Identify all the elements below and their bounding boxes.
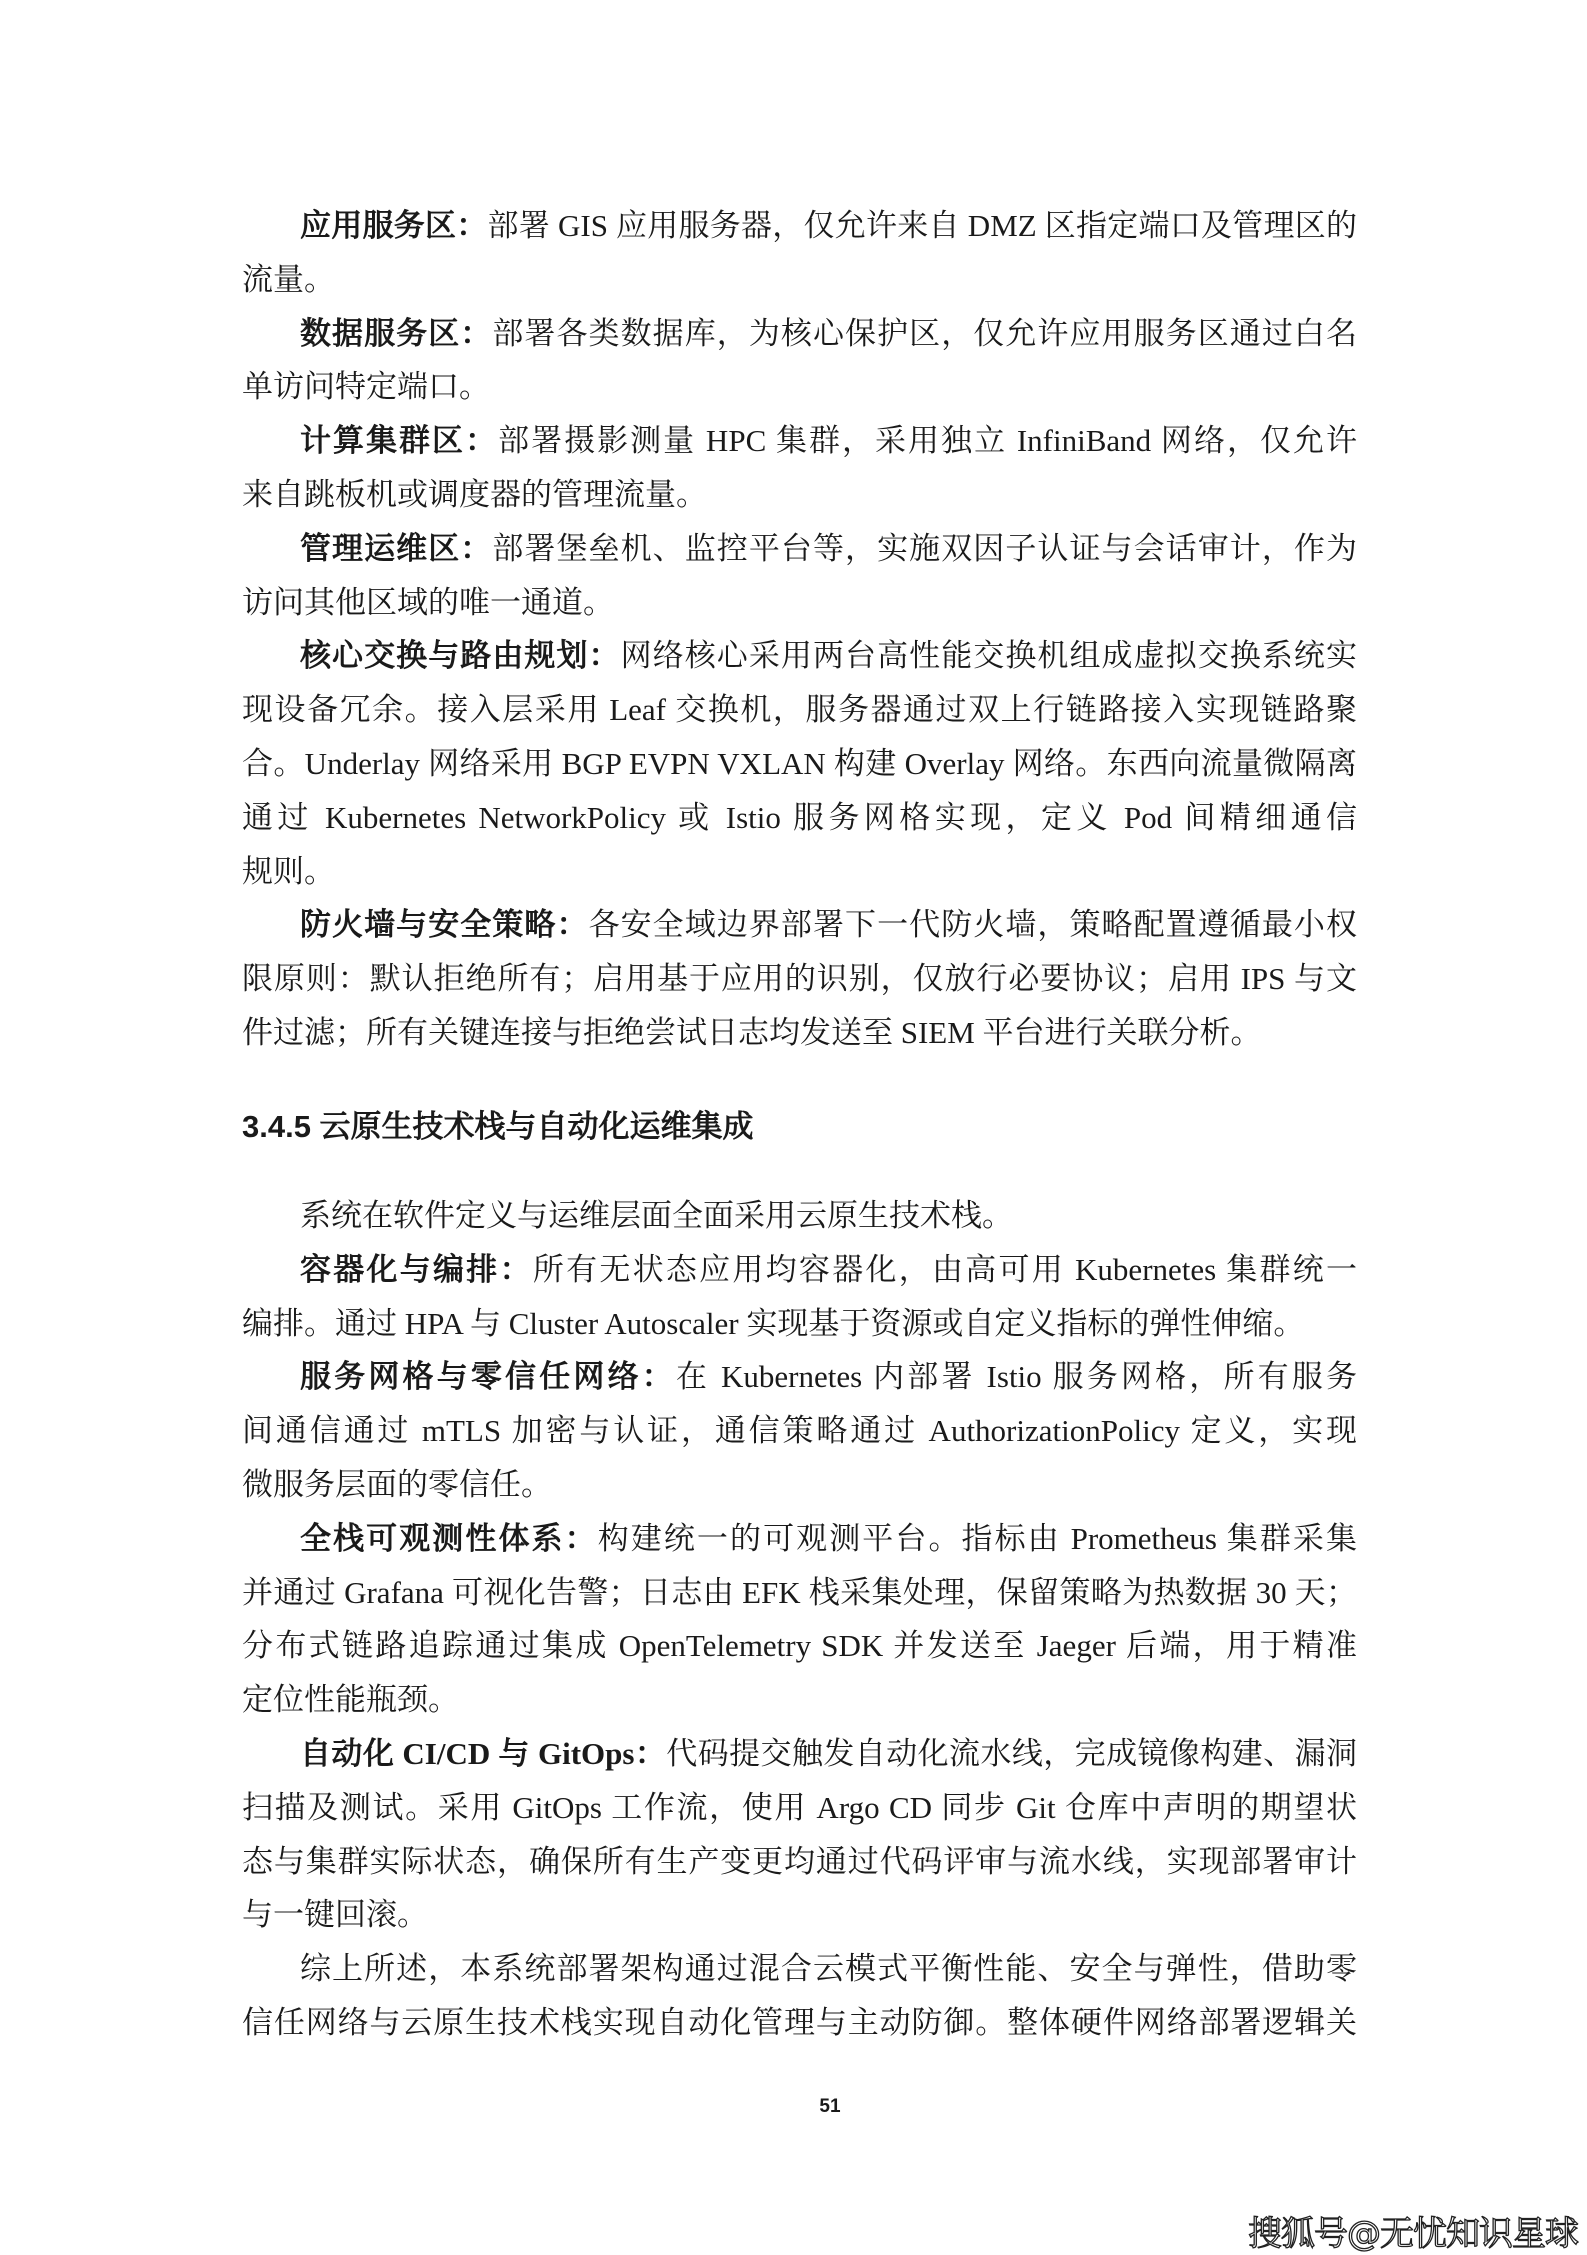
line-text: 微服务层面的零信任。: [242, 1466, 552, 1502]
text-line: [242, 952, 1357, 1006]
line-text: 综上所述，本系统部署架构通过混合云模式平衡性能、安全与弹性，借助零: [300, 1951, 1357, 1987]
text-line: [242, 1673, 1357, 1727]
text-line: [242, 307, 1357, 361]
line-text: 合。Underlay 网络采用 BGP EVPN VXLAN 构建 Overlay 网络。东西向流量微隔离: [242, 745, 1357, 781]
text-line: [242, 522, 1357, 576]
text-line: [242, 1189, 1357, 1243]
text-line: [242, 1727, 1357, 1781]
text-line: [242, 1404, 1357, 1458]
line-text: 件过滤；所有关键连接与拒绝尝试日志均发送至 SIEM 平台进行关联分析。: [242, 1014, 1262, 1050]
watermark: 搜狐号@无忧知识星球: [1248, 2214, 1578, 2254]
text-line: [242, 1942, 1357, 1996]
paragraph-lead: 服务网格与零信任网络：: [300, 1359, 676, 1395]
line-text: 单访问特定端口。: [242, 369, 490, 405]
line-text: 流量。: [242, 261, 335, 297]
text-line: [242, 199, 1357, 253]
paragraph: [242, 1727, 1357, 1942]
text-line: [242, 1243, 1357, 1297]
paragraph: [242, 629, 1357, 898]
text-line: [242, 1888, 1357, 1942]
paragraph-lead: 容器化与编排：: [300, 1251, 533, 1287]
line-text: 系统在软件定义与运维层面全面采用云原生技术栈。: [300, 1198, 1013, 1233]
text-line: [242, 845, 1357, 899]
paragraph: [242, 1189, 1357, 1243]
text-line: [242, 1619, 1357, 1673]
text-line: [242, 898, 1357, 952]
text-line: [242, 1835, 1357, 1889]
line-text: 态与集群实际状态，确保所有生产变更均通过代码评审与流水线，实现部署审计: [242, 1843, 1357, 1879]
line-text: 部署堡垒机、监控平台等，实施双因子认证与会话审计，作为: [492, 530, 1357, 566]
text-line: [242, 683, 1357, 737]
line-text: 并通过 Grafana 可视化告警；日志由 EFK 栈采集处理，保留策略为热数据 30 天；: [242, 1574, 1357, 1610]
text-line: [242, 360, 1357, 414]
paragraph: [242, 1243, 1357, 1351]
line-text: 网络核心采用两台高性能交换机组成虚拟交换系统实: [620, 638, 1357, 674]
text-line: [242, 791, 1357, 845]
text-line: [242, 576, 1357, 630]
paragraph-lead: 防火墙与安全策略：: [300, 907, 589, 943]
line-text: 规则。: [242, 853, 335, 889]
line-text: 分布式链路追踪通过集成 OpenTelemetry SDK 并发送至 Jaeger 后端，用于精准: [242, 1628, 1357, 1664]
paragraph-lead: 全栈可观测性体系：: [300, 1520, 598, 1556]
section-heading: 3.4.5 云原生技术栈与自动化运维集成: [242, 1109, 754, 1144]
line-text: 扫描及测试。采用 GitOps 工作流，使用 Argo CD 同步 Git 仓库中声明的期望状: [242, 1789, 1357, 1825]
text-line: [242, 1350, 1357, 1404]
paragraph-lead: 自动化 CI/CD 与 GitOps：: [300, 1735, 667, 1771]
line-text: 现设备冗余。接入层采用 Leaf 交换机，服务器通过双上行链路接入实现链路聚: [242, 692, 1357, 728]
line-text: 在 Kubernetes 内部署 Istio 服务网格，所有服务: [675, 1359, 1357, 1395]
line-text: 部署 GIS 应用服务器，仅允许来自 DMZ 区指定端口及管理区的: [487, 208, 1357, 243]
line-text: 来自跳板机或调度器的管理流量。: [242, 476, 707, 512]
text-line: [242, 1458, 1357, 1512]
paragraph: [242, 414, 1357, 522]
text-line: [242, 1996, 1357, 2050]
paragraph-lead: 计算集群区：: [300, 423, 499, 459]
paragraph-lead: 数据服务区：: [300, 315, 493, 351]
line-text: 通过 Kubernetes NetworkPolicy 或 Istio 服务网格实现，定义 Pod 间精细通信: [242, 799, 1357, 835]
line-text: 代码提交触发自动化流水线，完成镜像构建、漏洞: [666, 1735, 1358, 1771]
paragraph: [242, 307, 1357, 415]
line-text: 部署摄影测量 HPC 集群，采用独立 InfiniBand 网络，仅允许: [498, 423, 1357, 459]
paragraph: [242, 1942, 1357, 2050]
text-line: [242, 1781, 1357, 1835]
paragraph: [242, 199, 1357, 307]
text-line: [242, 737, 1357, 791]
text-line: [242, 468, 1357, 522]
line-text: 与一键回滚。: [242, 1897, 428, 1933]
paragraph: [242, 1350, 1357, 1511]
text-line: [242, 629, 1357, 683]
text-line: [242, 1512, 1357, 1566]
paragraph: [242, 1512, 1357, 1727]
cloud-native-section: [242, 1189, 1357, 2050]
line-text: 间通信通过 mTLS 加密与认证，通信策略通过 AuthorizationPolicy 定义，实现: [242, 1413, 1357, 1449]
paragraph: [242, 522, 1357, 630]
text-line: [242, 1297, 1357, 1351]
line-text: 信任网络与云原生技术栈实现自动化管理与主动防御。整体硬件网络部署逻辑关: [242, 2004, 1357, 2040]
text-line: [242, 414, 1357, 468]
line-text: 编排。通过 HPA 与 Cluster Autoscaler 实现基于资源或自定义指标的弹性伸缩。: [242, 1305, 1305, 1341]
page-number: 51: [819, 2096, 841, 2117]
network-zones-section: [242, 199, 1357, 1060]
text-line: [242, 1006, 1357, 1060]
text-line: [242, 253, 1357, 307]
line-text: 定位性能瓶颈。: [242, 1682, 459, 1718]
paragraph-lead: 应用服务区：: [300, 208, 488, 243]
paragraph-lead: 管理运维区：: [300, 530, 493, 566]
line-text: 各安全域边界部署下一代防火墙，策略配置遵循最小权: [588, 907, 1357, 943]
text-line: [242, 1566, 1357, 1620]
line-text: 访问其他区域的唯一通道。: [242, 584, 614, 620]
paragraph-lead: 核心交换与路由规划：: [300, 638, 621, 674]
line-text: 限原则：默认拒绝所有；启用基于应用的识别，仅放行必要协议；启用 IPS 与文: [242, 961, 1357, 997]
line-text: 部署各类数据库，为核心保护区，仅允许应用服务区通过白名: [492, 315, 1357, 351]
paragraph: [242, 898, 1357, 1059]
line-text: 构建统一的可观测平台。指标由 Prometheus 集群采集: [597, 1520, 1357, 1556]
line-text: 所有无状态应用均容器化，由高可用 Kubernetes 集群统一: [532, 1251, 1358, 1287]
